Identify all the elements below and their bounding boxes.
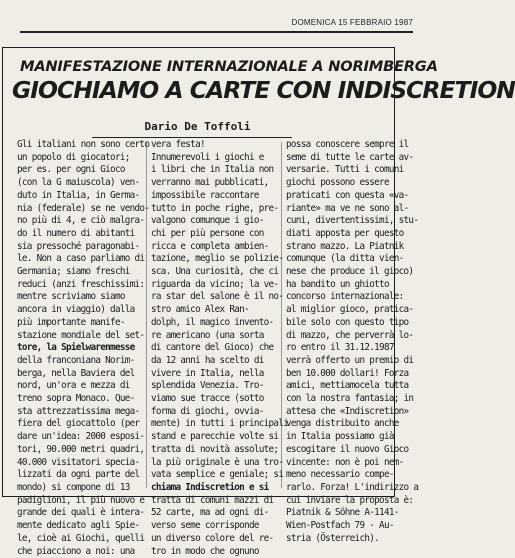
article-line: (con la G maiuscola) ven- [17, 177, 135, 190]
article-line: chi per più persone con [151, 228, 269, 241]
article-line: i libri che in Italia non [151, 164, 269, 177]
column-divider [281, 142, 282, 488]
article-line: Innumerevoli i giochi e [151, 152, 269, 165]
article-line: Wien-Postfach 79 - Au- [286, 520, 404, 533]
article-line: vera festa! [151, 139, 269, 152]
article-line: fiera del giocattolo (per [17, 418, 135, 431]
article-line: di mazzo, che perverrà lo- [286, 330, 404, 343]
article-line: viamo sue tracce (sotto [151, 393, 269, 406]
article-line: stria (Österreich). [286, 533, 404, 546]
article-line: vincente: non è poi nem- [286, 457, 404, 470]
article-line: da 12 anni ha scelto di [151, 355, 269, 368]
article-line: in Italia possiamo già [286, 431, 404, 444]
article-line: stand e parecchie volte si [151, 431, 269, 444]
article-line: giochi possono essere [286, 177, 404, 190]
article-line: duto in Italia, in Germa- [17, 190, 135, 203]
article-line: no più di 4, e ciò malgra- [17, 215, 135, 228]
article-line: cui inviare la proposta è: [286, 495, 404, 508]
article-line: forma di giochi, ovvia- [151, 406, 269, 419]
article-line: Piatnik & Söhne A-1141- [286, 507, 404, 520]
article-line: reduci (anzi freschissimi: [17, 279, 135, 292]
article-line: cuni, divertentissimi, stu- [286, 215, 404, 228]
article-line: padiglioni, il più nuovo e [17, 495, 135, 508]
article-line: dare un'idea: 2000 esposi- [17, 431, 135, 444]
article-byline: Dario De Toffoli [0, 120, 395, 133]
article-line: riante» ma ve ne sono al- [286, 203, 404, 216]
article-line: sia pressoché paragonabi- [17, 241, 135, 254]
article-line: ancora in viaggio) dalla [17, 304, 135, 317]
article-line: che piacciono a noi: una [17, 546, 135, 558]
article-line: valgono comunque i gio- [151, 215, 269, 228]
article-line: seme di tutte le carte av- [286, 152, 404, 165]
byline-rule [92, 137, 292, 138]
article-line: le. Non a caso parliamo di [17, 253, 135, 266]
article-column-3 [286, 139, 404, 546]
article-line: sca. Una curiosità, che ci [151, 266, 269, 279]
article-line: tazione, meglio se polizie- [151, 253, 269, 266]
article-line: le, cioè ai Giochi, quelli [17, 533, 135, 546]
article-line: vata semplice e geniale; si [151, 469, 269, 482]
article-line: tratta di comuni mazzi di [151, 495, 269, 508]
article-line: splendida Venezia. Tro- [151, 380, 269, 393]
article-line: nia (federale) se ne vendo- [17, 203, 135, 216]
article-line: vivere in Italia, nella [151, 368, 269, 381]
article-line: grande dei quali è intera- [17, 507, 135, 520]
article-line: tro in modo che ognuno [151, 546, 269, 558]
article-line: impossibile raccontare [151, 190, 269, 203]
article-line: 40.000 visitatori specia- [17, 457, 135, 470]
article-line: un popolo di giocatori; [17, 152, 135, 165]
article-headline: GIOCHIAMO A CARTE CON INDISCRETION [12, 76, 392, 104]
article-line: tratta di novità assolute; [151, 444, 269, 457]
article-line: attesa che «Indiscretion» [286, 406, 404, 419]
article-line: escogitare il nuovo Gioco [286, 444, 404, 457]
article-line: berga, nella Baviera del [17, 368, 135, 381]
article-line: lizzati da ogni parte del [17, 469, 135, 482]
article-line: Germania; siamo freschi [17, 266, 135, 279]
article-line: riguarda da vicino; la ve- [151, 279, 269, 292]
article-line: versarie. Tutti i comuni [286, 164, 404, 177]
article-line: tore, la Spielwarenmesse [17, 342, 135, 355]
article-line: della franconiana Norim- [17, 355, 135, 368]
article-line: stro amico Alex Ran- [151, 304, 269, 317]
article-line: ben 10.000 dollari! Forza [286, 368, 404, 381]
article-line: la più originale è una tro- [151, 457, 269, 470]
article-line: venga distribuito anche [286, 418, 404, 431]
article-line: con la nostra fantasia; in [286, 393, 404, 406]
article-line: ha bandito un ghiotto [286, 279, 404, 292]
article-line: comunque (la ditta vien- [286, 253, 404, 266]
article-kicker: MANIFESTAZIONE INTERNAZIONALE A NORIMBERGA [20, 58, 390, 75]
article-column-2 [151, 139, 269, 558]
article-line: re americano (una sorta [151, 330, 269, 343]
article-line: ra star del salone è il no- [151, 291, 269, 304]
article-line: bile solo con questo tipo [286, 317, 404, 330]
article-line: meno necessario compe- [286, 469, 404, 482]
article-line: mente) in tutti i principali [151, 418, 269, 431]
article-line: verrà offerto un premio di [286, 355, 404, 368]
article-line: possa conoscere sempre il [286, 139, 404, 152]
article-line: treno sopra Monaco. Que- [17, 393, 135, 406]
article-line: verso seme corrisponde [151, 520, 269, 533]
article-line: 52 carte, ma ad ogni di- [151, 507, 269, 520]
article-line: diati apposta per questo [286, 228, 404, 241]
article-line: ro entro il 31.12.1987 [286, 342, 404, 355]
article-line: concorso internazionale: [286, 291, 404, 304]
article-line: mente dedicato agli Spie- [17, 520, 135, 533]
article-line: Gli italiani non sono certo [17, 139, 135, 152]
article-line: do il numero di abitanti [17, 228, 135, 241]
column-divider [146, 142, 147, 488]
article-line: mondo) si compone di 13 [17, 482, 135, 495]
article-line: nord, un'ora e mezza di [17, 380, 135, 393]
article-column-1 [17, 139, 135, 558]
article-line: tori, 90.000 metri quadri, [17, 444, 135, 457]
article-line: strano mazzo. La Piatnik [286, 241, 404, 254]
article-line: amici, mettiamocela tutta [286, 380, 404, 393]
article-line: più importante manife- [17, 317, 135, 330]
article-line: dolph, il magico invento- [151, 317, 269, 330]
header-rule [20, 31, 413, 33]
article-line: praticati con questa «va- [286, 190, 404, 203]
article-line: ricca e completa ambien- [151, 241, 269, 254]
article-line: rarlo. Forza! L'indirizzo a [286, 482, 404, 495]
article-line: un diverso colore del re- [151, 533, 269, 546]
article-line: verranno mai pubblicati, [151, 177, 269, 190]
date-line: DOMENICA 15 FEBBRAIO 1987 [292, 18, 414, 27]
article-line: sta attrezzatissima mega- [17, 406, 135, 419]
article-line: nese che produce il gioco) [286, 266, 404, 279]
article-line: mentre scriviamo siamo [17, 291, 135, 304]
article-line: stazione mondiale del set- [17, 330, 135, 343]
article-line: chiama Indiscretion e si [151, 482, 269, 495]
article-line: di cantore del Gioco) che [151, 342, 269, 355]
article-line: al miglior gioco, pratica- [286, 304, 404, 317]
article-line: per es. per ogni Gioco [17, 164, 135, 177]
article-line: tutto in poche righe, pre- [151, 203, 269, 216]
